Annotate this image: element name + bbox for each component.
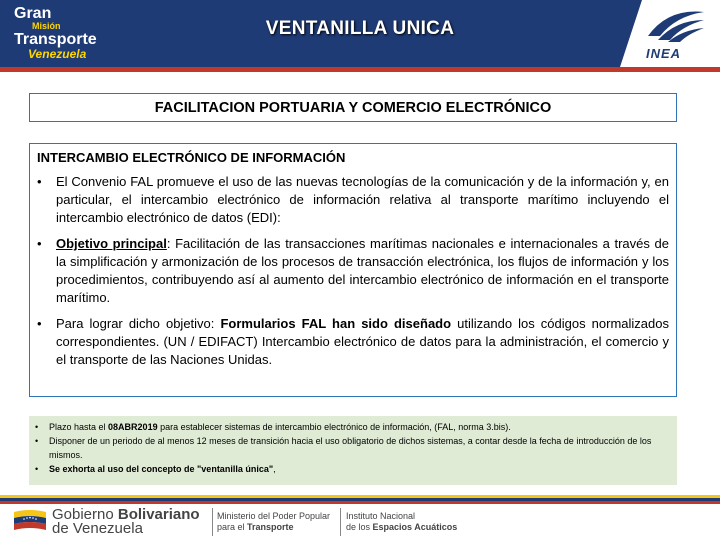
bullet-glyph: • — [35, 436, 39, 446]
bullet-glyph: • — [37, 174, 42, 189]
note-2-text: Disponer de un periodo de al menos 12 meses de transición hacia el uso obligatorio de dichos sistemas, a contar desde la fecha de introducción de los mismos. — [49, 436, 652, 460]
instituto-logotype — [346, 511, 457, 533]
gobierno-bolivariano-logotype — [52, 508, 200, 536]
note-3-bold: Se exhorta al uso del concepto de "ventanilla única" — [49, 464, 274, 474]
min-line-1: Ministerio del Poder Popular — [217, 511, 331, 521]
bullet-1-text: El Convenio FAL promueve el uso de las nuevas tecnologías de la comunicación y de la información y, en particular, el intercambio electrónico de información relativa al transporte marítimo incluyendo el intercambio electrónico de datos (EDI): — [56, 174, 669, 225]
gob-line-2: de Venezuela — [52, 520, 143, 537]
min-line-2b: Transporte — [247, 522, 294, 532]
inea-swoosh-icon — [638, 6, 710, 46]
footer-stripe-red — [0, 501, 720, 504]
notes-panel — [29, 416, 677, 485]
inst-line-1: Instituto Nacional — [346, 511, 416, 521]
list-item — [35, 434, 671, 462]
inea-logo — [638, 6, 710, 62]
header-title: VENTANILLA UNICA — [265, 18, 455, 39]
ministerio-logotype — [217, 511, 330, 533]
list-item — [37, 315, 669, 369]
note-3-text: , — [273, 464, 276, 474]
section-title: FACILITACION PORTUARIA Y COMERCIO ELECTRÓNICO — [29, 93, 677, 122]
bullet-glyph: • — [35, 464, 39, 474]
notes-list — [35, 420, 671, 476]
gob-line-1a: Gobierno — [52, 506, 118, 523]
bullet-3-bold: Formularios FAL han sido diseñado — [220, 316, 452, 331]
list-item — [35, 462, 671, 476]
bullet-glyph: • — [35, 422, 39, 432]
list-item — [35, 420, 671, 434]
list-item — [37, 173, 669, 227]
logo-line-2: Misión — [32, 21, 61, 31]
footer-divider — [212, 508, 213, 536]
bullet-2-text: : Facilitación de las transacciones marítimas nacionales e internacionales a través de la simplificación y armonización de los procesos de transacción electrónica, los flujos de información y los procedimientos, contribuyendo así al aumento del intercambio electrónico de información en el transporte marítimo. — [56, 236, 669, 305]
logo-line-1: Gran — [14, 5, 52, 22]
bullet-3-text: utilizando los códigos normalizados correspondientes. (UN / EDIFACT) Intercambio electrónico de datos para la administración, el comercio y el transporte de las Naciones Unidas. — [56, 316, 669, 367]
list-item — [37, 235, 669, 307]
content-heading: INTERCAMBIO ELECTRÓNICO DE INFORMACIÓN — [37, 150, 346, 165]
note-1-text: para establecer sistemas de intercambio electrónico de información, (FAL, norma 3.bis). — [157, 422, 511, 432]
inst-line-2a: de los — [346, 522, 373, 532]
inea-wordmark: INEA — [646, 46, 682, 61]
content-panel — [29, 143, 677, 397]
venezuela-flag-icon — [14, 508, 46, 534]
content-bullet-list — [37, 173, 669, 369]
logo-line-4: Venezuela — [28, 47, 87, 61]
note-1-date: 08ABR2019 — [108, 422, 158, 432]
bullet-3-pre: Para lograr dicho objetivo: — [56, 316, 221, 331]
header-accent-line — [0, 67, 720, 72]
note-1-pre: Plazo hasta el — [49, 422, 109, 432]
bullet-glyph: • — [37, 236, 42, 251]
min-line-2a: para el — [217, 522, 248, 532]
footer-divider — [340, 508, 341, 536]
bullet-2-bold: Objetivo principal — [56, 236, 167, 251]
bullet-glyph: • — [37, 316, 42, 331]
logo-line-3: Transporte — [14, 31, 97, 48]
gob-line-1b: Bolivariano — [117, 506, 200, 523]
inst-line-2b: Espacios Acuáticos — [372, 522, 458, 532]
